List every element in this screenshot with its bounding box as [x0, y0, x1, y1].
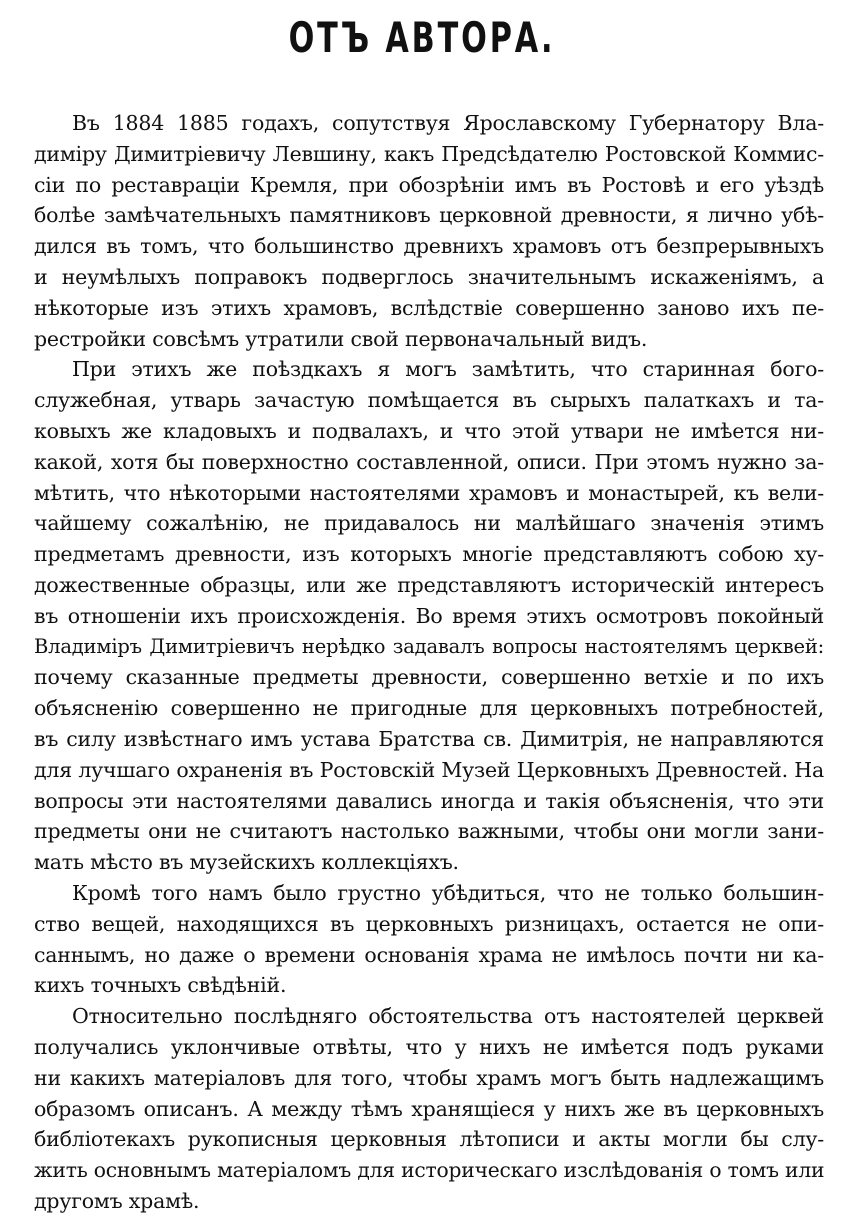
- text-line: предметамъ древности, изъ которыхъ многіе представляютъ собою ху-: [34, 542, 824, 567]
- text-line: объясненію совершенно не пригодные для церковныхъ потребностей,: [34, 696, 824, 721]
- text-line: диміру Димитріевичу Левшину, какъ Предсѣдателю Ростовской Коммис-: [34, 141, 824, 166]
- text-line: ни какихъ матеріаловъ для того, чтобы храмъ могъ быть надлежащимъ: [34, 1065, 824, 1090]
- text-line: кихъ точныхъ свѣдѣній.: [34, 973, 287, 998]
- text-line: рестройки совсѣмъ утратили свой первоначальный видъ.: [34, 326, 648, 351]
- text-line: жить основнымъ матеріаломъ для историческаго изслѣдованія о томъ или: [34, 1158, 825, 1183]
- text-line: нѣкоторые изъ этихъ храмовъ, вслѣдствіе совершенно заново ихъ пе-: [34, 295, 824, 320]
- body-text: [34, 108, 824, 1217]
- text-line: сіи по реставраціи Кремля, при обозрѣніи имъ въ Ростовѣ и его уѣздѣ: [34, 172, 824, 197]
- text-line: Владиміръ Димитріевичъ нерѣдко задавалъ вопросы настоятелямъ церквей:: [34, 634, 824, 658]
- text-line: предметы они не считаютъ настолько важными, чтобы они могли зани-: [34, 819, 824, 844]
- text-line: чайшему сожалѣнію, не придавалось ни малѣйшаго значенія этимъ: [34, 511, 824, 536]
- text-line: мѣтить, что нѣкоторыми настоятелями храмовъ и монастырей, къ вели-: [34, 480, 824, 505]
- text-line: получались уклончивые отвѣты, что у нихъ не имѣется подъ руками: [34, 1034, 824, 1059]
- text-line: ство вещей, находящихся въ церковныхъ ризницахъ, остается не опи-: [34, 911, 824, 936]
- text-line: ковыхъ же кладовыхъ и подвалахъ, и что этой утвари не имѣется ни-: [34, 418, 824, 443]
- text-line: библіотекахъ рукописныя церковныя лѣтописи и акты могли бы слу-: [34, 1127, 824, 1152]
- text-line: для лучшаго охраненія въ Ростовскій Музей Церковныхъ Древностей. На: [34, 757, 824, 782]
- text-line: болѣе замѣчательныхъ памятниковъ церковной древности, я лично убѣ-: [34, 203, 824, 228]
- text-line: дожественные образцы, или же представляютъ историческій интересъ: [34, 572, 824, 597]
- text-line: другомъ храмѣ.: [34, 1188, 200, 1213]
- text-line: Въ 1884 1885 годахъ, сопутствуя Ярославскому Губернатору Вла-: [72, 111, 824, 135]
- text-line: мать мѣсто въ музейскихъ коллекціяхъ.: [34, 850, 459, 875]
- text-line: служебная, утварь зачастую помѣщается въ сырыхъ палаткахъ и та-: [34, 388, 824, 413]
- text-line: въ силу извѣстнаго имъ устава Братства св. Димитрія, не направляются: [34, 726, 824, 751]
- text-line: дился въ томъ, что большинство древнихъ храмовъ отъ безпрерывныхъ: [34, 234, 824, 259]
- text-line: какой, хотя бы поверхностно составленной, описи. При этомъ нужно за-: [34, 449, 824, 474]
- text-line: вопросы эти настоятелями давались иногда и такія объясненія, что эти: [34, 788, 824, 813]
- text-line: и неумѣлыхъ поправокъ подверглось значительнымъ искаженіямъ, а: [34, 264, 824, 289]
- text-line: саннымъ, но даже о времени основанія храма не имѣлось почти ни ка-: [34, 942, 824, 967]
- text-line: почему сказанные предметы древности, совершенно ветхіе и по ихъ: [34, 665, 824, 690]
- text-line: Кромѣ того намъ было грустно убѣдиться, что не только большин-: [72, 880, 824, 905]
- text-line: Относительно послѣдняго обстоятельства отъ настоятелей церквей: [72, 1004, 824, 1029]
- text-line: въ отношеніи ихъ происхожденія. Во время этихъ осмотровъ покойный: [34, 603, 824, 628]
- text-line: образомъ описанъ. А между тѣмъ хранящіеся у нихъ же въ церковныхъ: [34, 1096, 824, 1121]
- page-title: ОТЪ АВТОРА.: [288, 13, 556, 62]
- text-line: При этихъ же поѣздкахъ я могъ замѣтить, что старинная бого-: [72, 357, 824, 382]
